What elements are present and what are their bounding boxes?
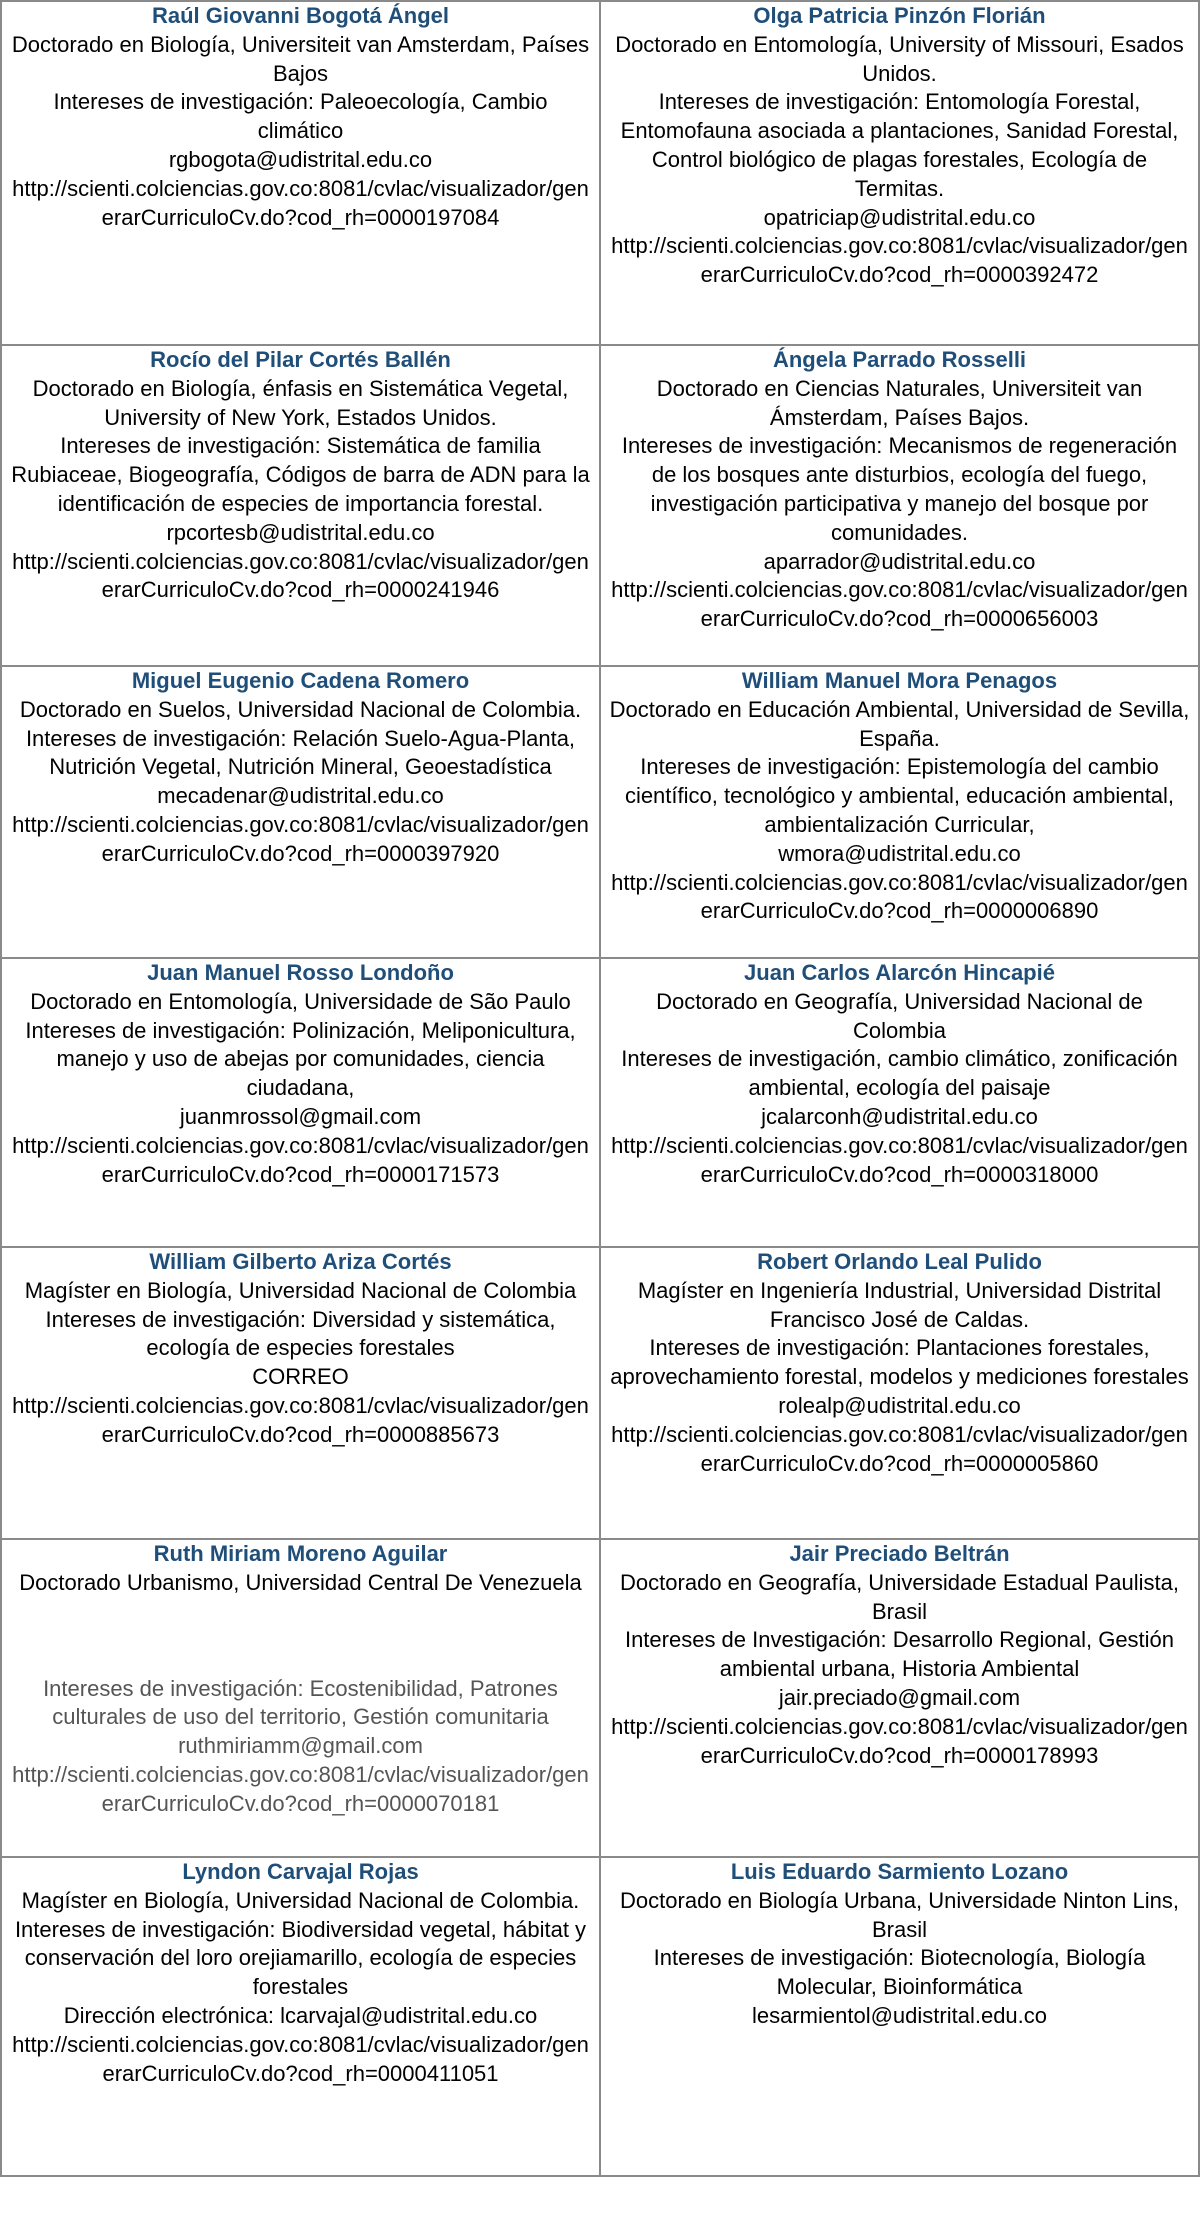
email-link[interactable]: rpcortesb@udistrital.edu.co (166, 519, 435, 545)
degree-text: Doctorado en Biología, énfasis en Sistemática Vegetal, University of New York, Estados Unidos. (32, 375, 569, 430)
interests-text: Intereses de investigación: Biotecnología, Biología Molecular, Bioinformática (653, 1945, 1146, 2000)
degree-text: Doctorado en Educación Ambiental, Universidad de Sevilla, España. (609, 696, 1190, 751)
email-link[interactable]: opatriciap@udistrital.edu.co (763, 204, 1036, 230)
degree-text: Doctorado en Entomología, University of Missouri, Esados Unidos. (615, 31, 1184, 86)
cvlac-link[interactable]: http://scienti.colciencias.gov.co:8081/cvlac/visualizador/generarCurriculoCv.do?cod_rh=0000392472 (611, 233, 1188, 288)
table-row (0, 1858, 1200, 2177)
table-row (0, 1540, 1200, 1858)
email-link[interactable]: jair.preciado@gmail.com (778, 1684, 1021, 1710)
degree-text: Doctorado en Ciencias Naturales, Universiteit van Ámsterdam, Países Bajos. (656, 375, 1143, 430)
email-link[interactable]: lesarmientol@udistrital.edu.co (751, 2002, 1048, 2028)
researcher-card (0, 2, 600, 344)
interests-text: Intereses de investigación: Epistemología del cambio científico, tecnológico y ambiental, educación ambiental, ambientalización Curricular, (624, 754, 1175, 837)
cvlac-link[interactable]: http://scienti.colciencias.gov.co:8081/cvlac/visualizador/generarCurriculoCv.do?cod_rh=0000070181 (12, 1761, 589, 1816)
researcher-name: Juan Carlos Alarcón Hincapié (744, 960, 1055, 985)
email-link[interactable]: rgbogota@udistrital.edu.co (168, 146, 433, 172)
email-text: CORREO (252, 1364, 349, 1390)
researcher-name: William Gilberto Ariza Cortés (149, 1249, 452, 1274)
degree-text: Doctorado en Geografía, Universidade Estadual Paulista, Brasil (620, 1569, 1179, 1624)
interests-text: Intereses de investigación, cambio climático, zonificación ambiental, ecología del paisaje (621, 1046, 1178, 1101)
cvlac-link[interactable]: http://scienti.colciencias.gov.co:8081/cvlac/visualizador/generarCurriculoCv.do?cod_rh=0000006890 (611, 869, 1188, 924)
interests-text: Intereses de investigación: Polinización, Meliponicultura, manejo y uso de abejas por comunidades, ciencia ciudadana, (25, 1017, 576, 1101)
email-link[interactable]: aparrador@udistrital.edu.co (763, 548, 1036, 574)
researcher-card (0, 959, 600, 1246)
researcher-name: Ruth Miriam Moreno Aguilar (153, 1541, 448, 1566)
interests-text: Intereses de investigación: Ecostenibilidad, Patrones culturales de uso del territorio, Gestión comunitaria (43, 1675, 558, 1730)
interests-text: Intereses de investigación: Sistemática de familia Rubiaceae, Biogeografía, Códigos de barra de ADN para la identificación de especies de importancia forestal. (11, 433, 590, 516)
researcher-card (0, 667, 600, 957)
researcher-card (600, 2, 1200, 344)
researcher-card (0, 1248, 600, 1538)
degree-text: Doctorado en Biología, Universiteit van Amsterdam, Países Bajos (11, 31, 590, 86)
interests-text: Intereses de investigación: Biodiversidad vegetal, hábitat y conservación del loro orejiamarillo, ecología de especies forestales (14, 1916, 587, 2000)
researcher-name: Luis Eduardo Sarmiento Lozano (730, 1859, 1069, 1884)
researcher-card (600, 1248, 1200, 1538)
researcher-name: Raúl Giovanni Bogotá Ángel (151, 3, 449, 28)
researcher-name: William Manuel Mora Penagos (741, 668, 1058, 693)
degree-text: Doctorado en Geografía, Universidad Nacional de Colombia (656, 988, 1143, 1043)
degree-text: Magíster en Biología, Universidad Nacional de Colombia (24, 1277, 577, 1303)
degree-text: Doctorado Urbanismo, Universidad Central De Venezuela (19, 1569, 582, 1595)
degree-text: Doctorado en Biología Urbana, Universidade Ninton Lins, Brasil (620, 1887, 1179, 1942)
researcher-name: Lyndon Carvajal Rojas (182, 1859, 419, 1884)
cvlac-link[interactable]: http://scienti.colciencias.gov.co:8081/cvlac/visualizador/generarCurriculoCv.do?cod_rh=0000397920 (12, 811, 589, 866)
email-link[interactable]: juanmrossol@gmail.com (179, 1103, 422, 1129)
researcher-card (600, 1540, 1200, 1856)
researcher-card (600, 667, 1200, 957)
email-link[interactable]: rolealp@udistrital.edu.co (778, 1392, 1021, 1418)
cvlac-link[interactable]: http://scienti.colciencias.gov.co:8081/cvlac/visualizador/generarCurriculoCv.do?cod_rh=0000318000 (611, 1132, 1188, 1187)
researcher-card (0, 346, 600, 665)
table-row (0, 0, 1200, 346)
cvlac-link[interactable]: http://scienti.colciencias.gov.co:8081/cvlac/visualizador/generarCurriculoCv.do?cod_rh=0000005860 (611, 1421, 1188, 1476)
interests-text: Intereses de investigación: Mecanismos de regeneración de los bosques ante disturbios, ecología del fuego, investigación participativa y manejo del bosque por comunidades. (621, 433, 1178, 545)
researcher-name: Jair Preciado Beltrán (789, 1541, 1010, 1566)
email-link[interactable]: mecadenar@udistrital.edu.co (157, 783, 444, 809)
blank-gap (8, 1598, 593, 1675)
email-link[interactable]: ruthmiriamm@gmail.com (178, 1733, 423, 1759)
researcher-card (600, 1858, 1200, 2175)
researcher-name: Olga Patricia Pinzón Florián (753, 3, 1046, 28)
interests-text: Intereses de Investigación: Desarrollo Regional, Gestión ambiental urbana, Historia Ambiental (624, 1627, 1175, 1682)
interests-text: Intereses de investigación: Paleoecología, Cambio climático (53, 89, 548, 144)
degree-text: Magíster en Ingeniería Industrial, Universidad Distrital Francisco José de Caldas. (637, 1277, 1162, 1332)
cvlac-link[interactable]: http://scienti.colciencias.gov.co:8081/cvlac/visualizador/generarCurriculoCv.do?cod_rh=0000241946 (12, 548, 589, 603)
researcher-card (0, 1540, 600, 1856)
interests-text: Intereses de investigación: Plantaciones forestales, aprovechamiento forestal, modelos y mediciones forestales (610, 1335, 1189, 1390)
email-link[interactable]: jcalarconh@udistrital.edu.co (761, 1103, 1038, 1129)
researcher-name: Juan Manuel Rosso Londoño (147, 960, 454, 985)
researcher-card (600, 959, 1200, 1246)
cvlac-link[interactable]: http://scienti.colciencias.gov.co:8081/cvlac/visualizador/generarCurriculoCv.do?cod_rh=0000411051 (12, 2031, 589, 2086)
researcher-name: Robert Orlando Leal Pulido (757, 1249, 1042, 1274)
table-row (0, 1248, 1200, 1540)
email-link[interactable]: Dirección electrónica: lcarvajal@udistrital.edu.co (63, 2002, 538, 2028)
researcher-name: Rocío del Pilar Cortés Ballén (150, 347, 451, 372)
cvlac-link[interactable]: http://scienti.colciencias.gov.co:8081/cvlac/visualizador/generarCurriculoCv.do?cod_rh=0000197084 (12, 175, 589, 230)
interests-text: Intereses de investigación: Entomología Forestal, Entomofauna asociada a plantaciones, Sanidad Forestal, Control biológico de plagas forestales, Ecología de Termitas. (620, 89, 1179, 201)
researcher-card (600, 346, 1200, 665)
table-row (0, 346, 1200, 667)
researcher-name: Miguel Eugenio Cadena Romero (131, 668, 470, 693)
table-row (0, 959, 1200, 1248)
cvlac-link[interactable]: http://scienti.colciencias.gov.co:8081/cvlac/visualizador/generarCurriculoCv.do?cod_rh=0000171573 (12, 1132, 589, 1187)
interests-text: Intereses de investigación: Diversidad y sistemática, ecología de especies forestales (45, 1306, 556, 1361)
cvlac-link[interactable]: http://scienti.colciencias.gov.co:8081/cvlac/visualizador/generarCurriculoCv.do?cod_rh=0000178993 (611, 1713, 1188, 1768)
researcher-card (0, 1858, 600, 2175)
interests-text: Intereses de investigación: Relación Suelo-Agua-Planta, Nutrición Vegetal, Nutrición Mineral, Geoestadística (25, 725, 576, 780)
degree-text: Doctorado en Suelos, Universidad Nacional de Colombia. (19, 696, 582, 722)
degree-text: Magíster en Biología, Universidad Nacional de Colombia. (21, 1887, 580, 1913)
researcher-name: Ángela Parrado Rosselli (772, 347, 1027, 372)
email-link[interactable]: wmora@udistrital.edu.co (778, 840, 1021, 866)
table-row (0, 667, 1200, 959)
cvlac-link[interactable]: http://scienti.colciencias.gov.co:8081/cvlac/visualizador/generarCurriculoCv.do?cod_rh=0000656003 (611, 577, 1188, 632)
cvlac-link[interactable]: http://scienti.colciencias.gov.co:8081/cvlac/visualizador/generarCurriculoCv.do?cod_rh=0000885673 (12, 1392, 589, 1447)
degree-text: Doctorado en Entomología, Universidade de São Paulo (30, 988, 571, 1014)
